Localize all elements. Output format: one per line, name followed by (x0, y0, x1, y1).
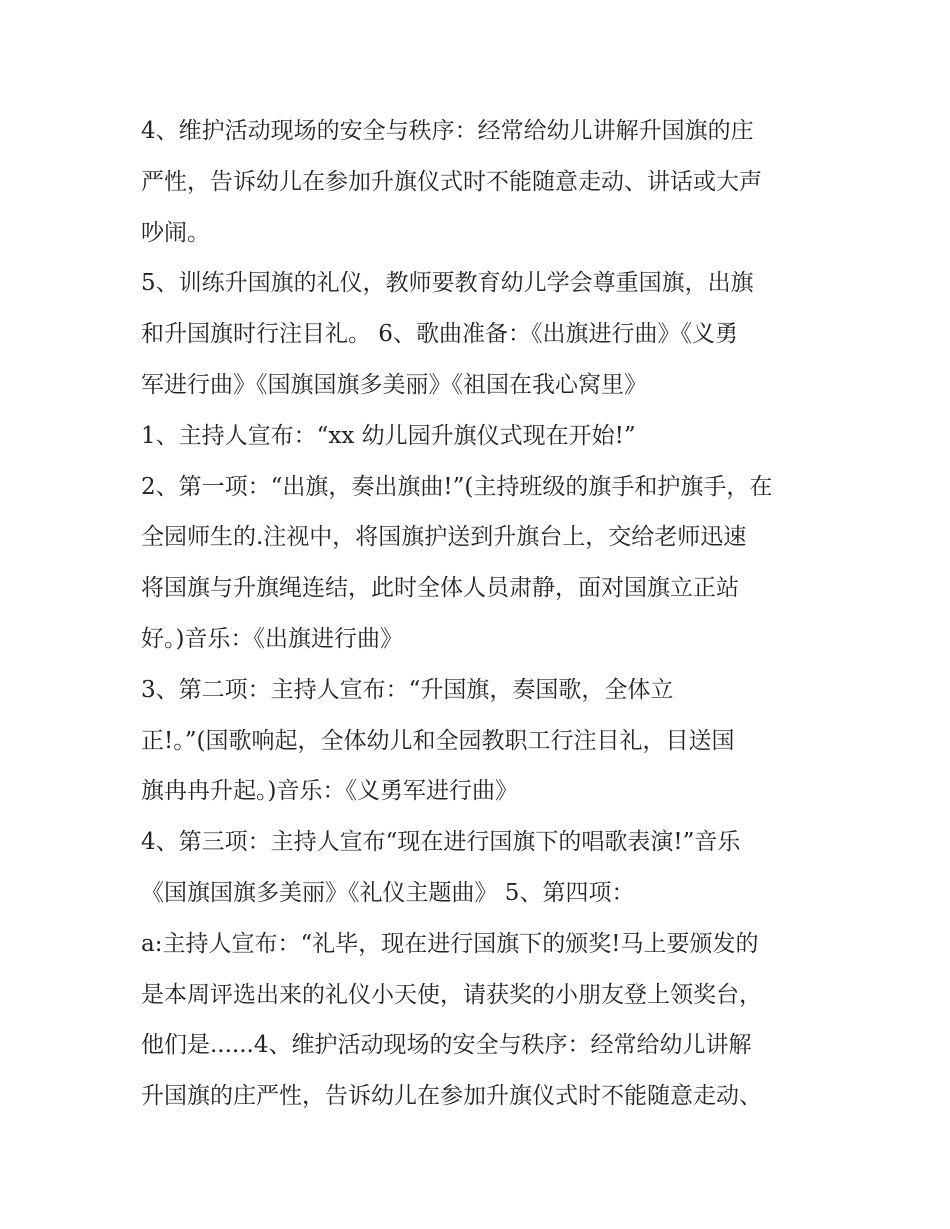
text-line: 2、第一项：“出旗，奏出旗曲!”(主持班级的旗手和护旗手，在 (141, 473, 773, 500)
text-line: 吵闹。 (141, 219, 210, 246)
text-line: 和升国旗时行注目礼。 6、歌曲准备：《出旗进行曲》《义勇 (141, 321, 738, 348)
document-body (141, 106, 831, 1122)
text-line: 旗冉冉升起。)音乐：《义勇军进行曲》 (141, 778, 518, 805)
text-line: 将国旗与升旗绳连结，此时全体人员肃静，面对国旗立正站 (141, 575, 739, 602)
text-line: 军进行曲》《国旗国旗多美丽》《祖国在我心窝里》 (141, 371, 647, 398)
text-line: 正!。”(国歌响起，全体幼儿和全园教职工行注目礼，目送国 (141, 727, 735, 754)
text-line: 升国旗的庄严性，告诉幼儿在参加升旗仪式时不能随意走动、 (141, 1083, 762, 1110)
text-line: 严性，告诉幼儿在参加升旗仪式时不能随意走动、讲话或大声 (141, 168, 762, 195)
text-line: 1、主持人宣布：“xx 幼儿园升旗仪式现在开始!” (141, 422, 636, 449)
text-line: 4、维护活动现场的安全与秩序：经常给幼儿讲解升国旗的庄 (141, 118, 754, 144)
text-line: 4、第三项：主持人宣布“现在进行国旗下的唱歌表演!”音乐 (141, 829, 741, 856)
text-line: 3、第二项：主持人宣布：“升国旗，奏国歌，全体立 (141, 676, 674, 703)
text-line: 5、训练升国旗的礼仪，教师要教育幼儿学会尊重国旗，出旗 (141, 270, 754, 297)
text-line: 他们是......4、维护活动现场的安全与秩序：经常给幼儿讲解 (141, 1032, 752, 1059)
text-line: 《国旗国旗多美丽》《礼仪主题曲》 5、第四项： (141, 879, 635, 906)
text-line: 全园师生的.注视中，将国旗护送到升旗台上，交给老师迅速 (141, 524, 747, 551)
text-line: 是本周评选出来的礼仪小天使，请获奖的小朋友登上领奖台， (141, 981, 762, 1008)
text-line: a:主持人宣布：“礼毕，现在进行国旗下的颁奖!马上要颁发的 (141, 930, 759, 957)
text-line: 好。)音乐：《出旗进行曲》 (141, 625, 403, 652)
